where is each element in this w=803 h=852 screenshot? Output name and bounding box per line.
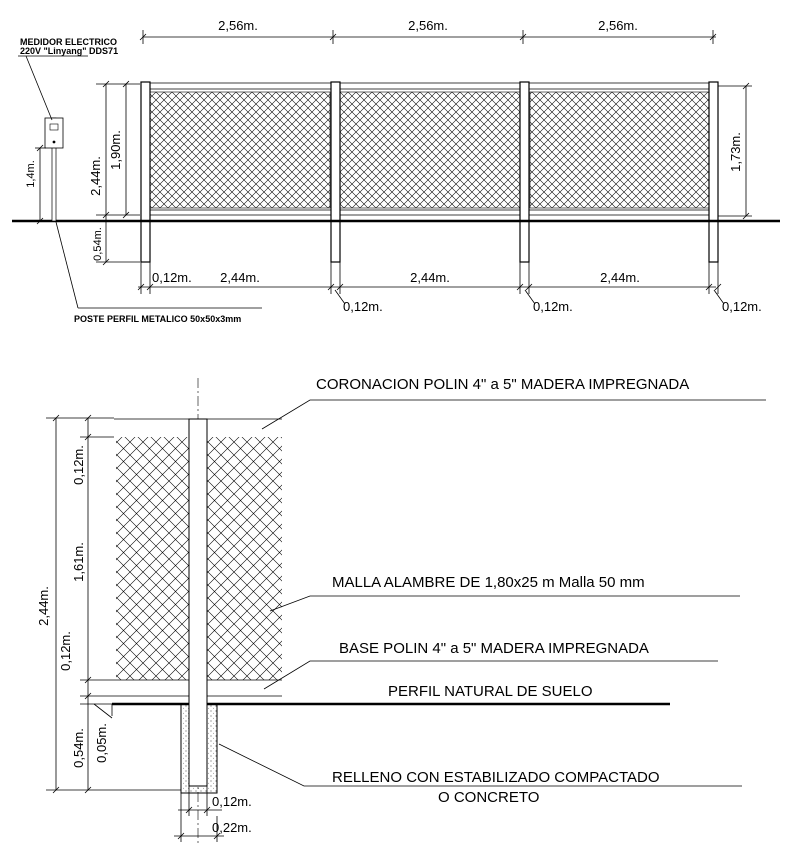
post-width-label-2: 0,12m. [343,299,383,314]
section-mesh-left [116,437,189,680]
meter-height-label: 1,4m. [25,160,37,188]
section-mesh-right [207,437,282,680]
post-2 [331,82,340,262]
section-post [189,419,207,786]
mesh-panel-1 [150,92,330,208]
meter-box [45,118,63,148]
bottom-spacing-label-3: 2,44m. [600,270,640,285]
post-1 [141,82,150,262]
section-dim-total-label: 2,44m. [36,586,51,626]
left-dim-embed-label: 0,54m. [92,227,104,261]
mesh-label: MALLA ALAMBRE DE 1,80x25 m Malla 50 mm [332,574,645,591]
fence-elevation [12,18,780,324]
meter-dial [53,141,56,144]
mesh-panel-2 [340,92,520,208]
post-width-label-4: 0,12m. [722,299,762,314]
left-dim-mesh-label: 1,90m. [108,130,123,170]
post-label: POSTE PERFIL METALICO 50x50x3mm [74,314,242,324]
mesh-leader [270,596,740,611]
bottom-rail [146,210,713,215]
top-rail [146,83,713,89]
ground-label: PERFIL NATURAL DE SUELO [388,683,593,700]
post-3 [520,82,529,262]
top-spacing-label-2: 2,56m. [408,18,448,33]
post-width-label-3: 0,12m. [533,299,573,314]
crown-label: CORONACION POLIN 4" a 5" MADERA IMPREGNADA [316,376,690,393]
mesh-panel-3 [530,92,709,208]
fill-label-line2: O CONCRETO [438,789,540,806]
meter-display [50,124,58,130]
bottom-spacing-label-2: 2,44m. [410,270,450,285]
post-label-leader [56,222,78,308]
bottom-spacing-label-1: 2,44m. [220,270,260,285]
fill-label-line1: RELLENO CON ESTABILIZADO COMPACTADO [332,769,660,786]
section-post-width-label: 0,12m. [212,794,252,809]
top-spacing-label-3: 2,56m. [598,18,638,33]
section-dim-bottom-label: 0,12m. [58,631,73,671]
crown-leader [262,400,766,429]
section-dim-footing-base-label: 0,05m. [94,723,109,763]
meter-label-line1: MEDIDOR ELECTRICO [20,37,118,47]
fence-section [36,376,766,845]
base-label: BASE POLIN 4" a 5" MADERA IMPREGNADA [339,640,649,657]
section-dim-embed-label: 0,54m. [71,728,86,768]
post-width-label-1: 0,12m. [152,270,192,285]
meter-label-line2: 220V "Linyang" DDS71 [20,46,119,56]
meter-label-leader [26,56,52,120]
post-4 [709,82,718,262]
top-spacing-label-1: 2,56m. [218,18,258,33]
section-footing-width-label: 0,22m. [212,820,252,835]
section-dim-mesh-label: 1,61m. [71,542,86,582]
left-dim-total-label: 2,44m. [88,156,103,196]
right-dim-label: 1,73m. [728,132,743,172]
section-dim-top-label: 0,12m. [71,445,86,485]
footing-base-leader [94,704,112,718]
